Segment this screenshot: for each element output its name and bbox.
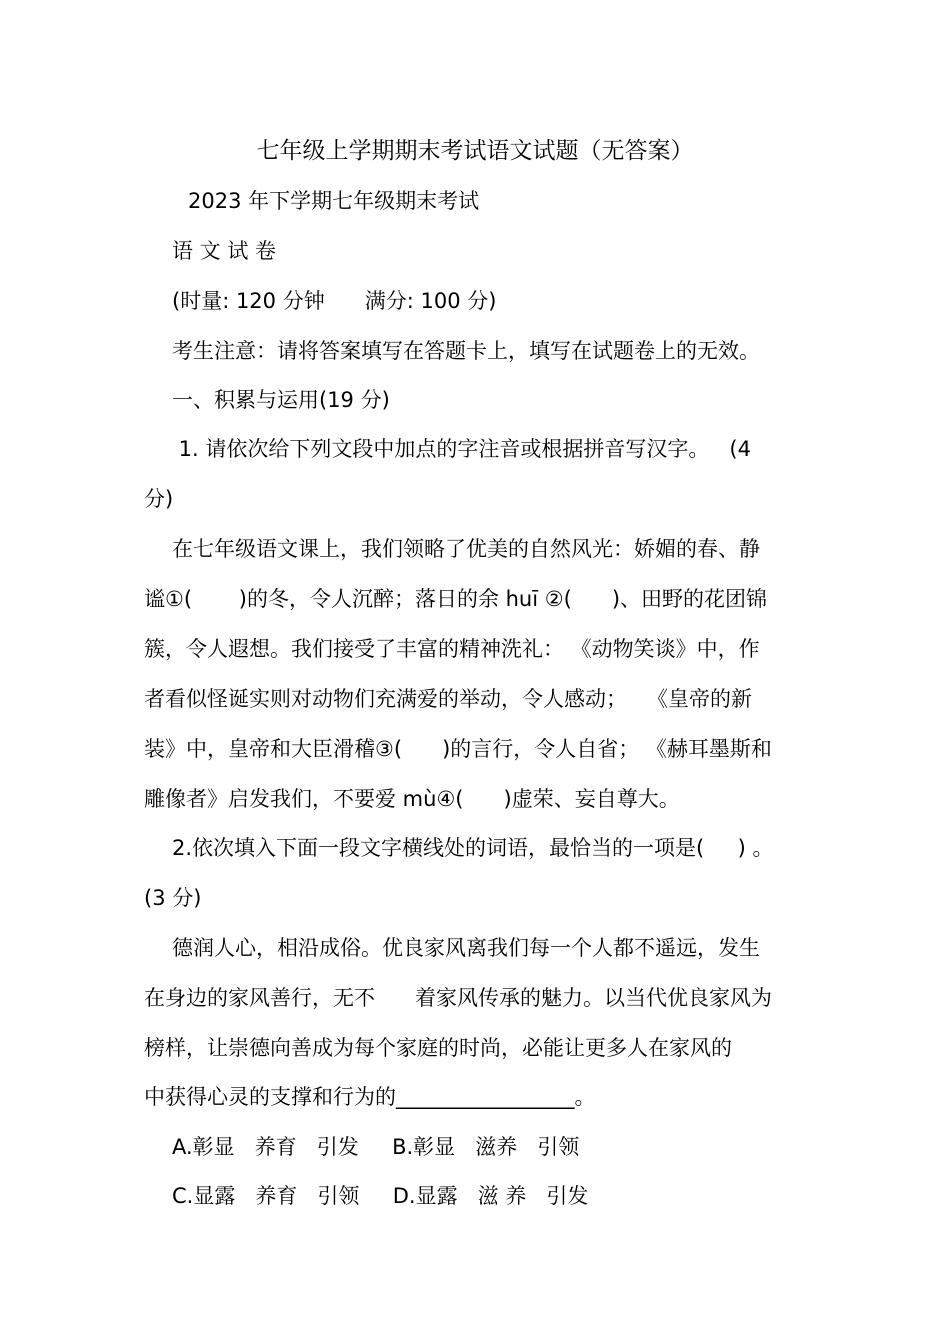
- question-2-passage-line: 榜样，让崇德向善成为每个家庭的时尚，必能让更多人在家风的: [144, 1036, 732, 1060]
- question-1-prompt-line: 1. 请依次给下列文段中加点的字注音或根据拼音写汉字。 (4: [172, 437, 751, 461]
- question-1-passage-line: 装》中，皇帝和大臣滑稽③( )的言行，令人自省； 《赫耳墨斯和: [144, 737, 772, 761]
- question-2-prompt-line: (3 分): [144, 886, 202, 910]
- question-2-passage-line: 在身边的家风善行，无不 着家风传承的魅力。以当代优良家风为: [144, 986, 773, 1010]
- question-1-passage-line: 簇，令人遐想。我们接受了丰富的精神洗礼： 《动物笑谈》中，作: [144, 637, 760, 661]
- question-2-options-row: A.彰显 养育 引发 B.彰显 滋养 引领: [172, 1135, 580, 1159]
- question-2-passage-line: 德润人心，相沿成俗。优良家风离我们每一个人都不遥远，发生: [172, 936, 760, 960]
- document-title: 七年级上学期期末考试语文试题（无答案）: [256, 138, 694, 164]
- question-2-prompt-line: 2.依次填入下面一段文字横线处的词语，最恰当的一项是( ) 。: [172, 836, 774, 860]
- question-1-passage-line: 者看似怪诞实则对动物们充满爱的举动，令人感动； 《皇帝的新: [144, 687, 753, 711]
- question-1-prompt-line: 分): [144, 487, 174, 511]
- question-1-passage-line: 雕像者》启发我们，不要爱 mù④( )虚荣、妄自尊大。: [144, 787, 680, 811]
- question-2-passage-line: 中获得心灵的支撑和行为的_________________。: [144, 1085, 596, 1109]
- section-1-heading: 一、积累与运用(19 分): [172, 388, 390, 412]
- question-1-passage-line: 谧①( )的冬，令人沉醉；落日的余 huī ②( )、田野的花团锦: [144, 587, 768, 611]
- question-1-passage-line: 在七年级语文课上，我们领略了优美的自然风光：娇媚的春、静: [172, 537, 760, 561]
- exam-notice: 考生注意：请将答案填写在答题卡上，填写在试题卷上的无效。: [172, 339, 760, 363]
- paper-name: 语 文 试 卷: [172, 239, 277, 263]
- exam-time-and-score: (时量: 120 分钟 满分: 100 分): [172, 289, 497, 313]
- exam-subtitle: 2023 年下学期七年级期末考试: [188, 189, 480, 213]
- question-2-options-row: C.显露 养育 引领 D.显露 滋 养 引发: [172, 1184, 589, 1208]
